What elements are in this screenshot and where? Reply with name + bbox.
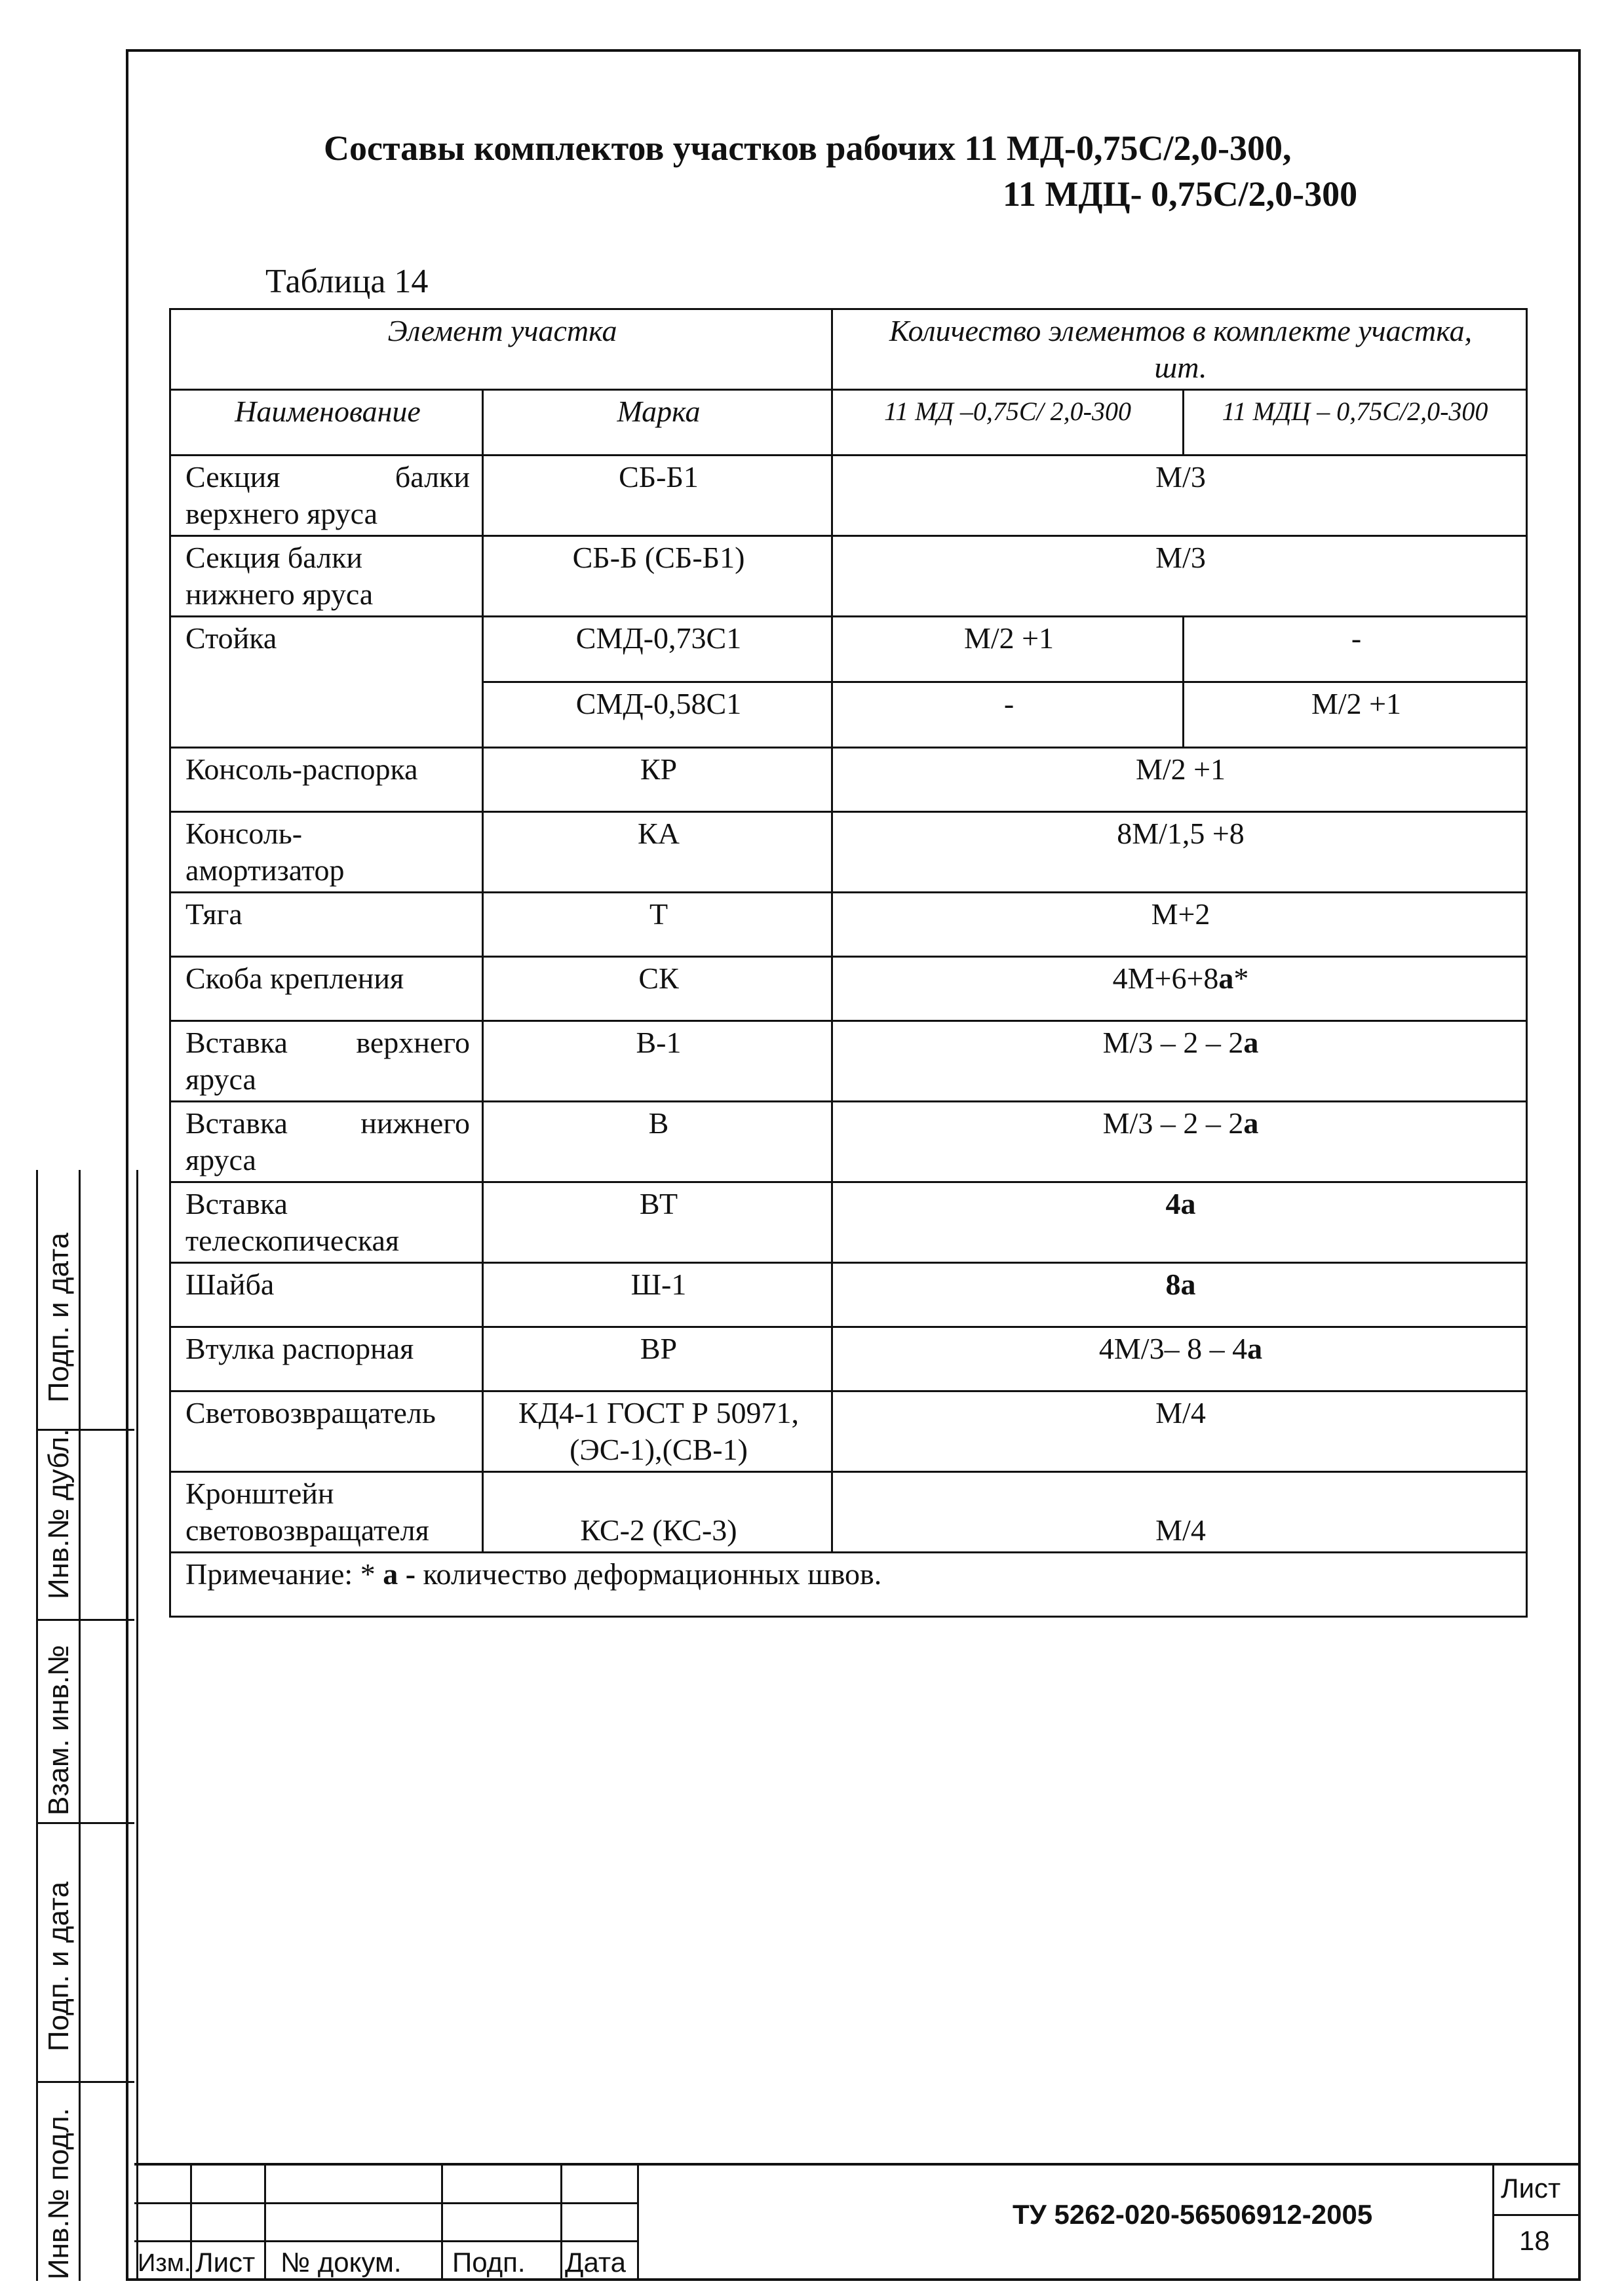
title-block-col-line (1492, 2163, 1494, 2281)
qty-bold-text: а (1243, 1106, 1259, 1140)
table-row (170, 1391, 1527, 1472)
table-note-row (170, 1553, 1527, 1617)
row-name-part: Секция (185, 460, 280, 494)
row-name (170, 1102, 483, 1182)
row-mark: КС-2 (КС-3) (483, 1472, 832, 1553)
row-qty-md: - (832, 682, 1184, 748)
row-name-part: Консоль- (185, 817, 303, 850)
row-mark: СМД-0,58С1 (483, 682, 832, 748)
header-quantity-line-2: шт. (1154, 351, 1207, 384)
side-stamp-divider (36, 2081, 134, 2083)
side-label-podp-data-2: Подп. и дата (43, 1881, 75, 2051)
row-name: Консоль-распорка (170, 748, 483, 812)
row-name-part: амортизатор (185, 853, 345, 887)
header-quantity (832, 309, 1527, 390)
table-row (170, 1182, 1527, 1263)
sheet-number: 18 (1519, 2225, 1550, 2256)
side-label-vzam-inv: Взам. инв.№ (43, 1644, 75, 1816)
row-name (170, 1472, 483, 1553)
row-qty (832, 1102, 1527, 1182)
qty-text: 4М/3– 8 – 4 (1098, 1332, 1248, 1365)
qty-text: 4М+6+8 (1112, 962, 1219, 995)
side-stamp-divider (36, 1822, 134, 1824)
row-name-part: световозвращателя (185, 1513, 429, 1547)
row-qty: М/3 (832, 536, 1527, 617)
note-text: Примечание: * (185, 1557, 383, 1591)
table-row (170, 1327, 1527, 1391)
row-name: Скоба крепления (170, 957, 483, 1021)
table-row (170, 1102, 1527, 1182)
row-name (170, 456, 483, 536)
row-qty-mdc: - (1184, 617, 1527, 682)
row-name (170, 1182, 483, 1263)
qty-bold-text: 8а (1165, 1268, 1196, 1301)
row-name-part: балки (395, 460, 470, 494)
row-name-part: Секция балки (185, 541, 363, 574)
table-row (170, 1263, 1527, 1327)
row-mark: В-1 (483, 1021, 832, 1102)
document-designation: ТУ 5262-020-56506912-2005 (1013, 2199, 1373, 2230)
table-caption: Таблица 14 (265, 263, 429, 300)
row-name-part: верхнего (356, 1026, 470, 1059)
title-block-col-line (441, 2163, 443, 2281)
title-block-col-line (264, 2163, 266, 2281)
row-mark: Т (483, 893, 832, 957)
title-block-col-line (560, 2163, 562, 2281)
row-mark: СК (483, 957, 832, 1021)
row-name-part: нижнего яруса (185, 577, 374, 611)
row-name-part: Вставка (185, 1106, 288, 1140)
row-name: Световозвращатель (170, 1391, 483, 1472)
table-subheader-row (170, 390, 1527, 456)
row-name (170, 536, 483, 617)
row-mark: КР (483, 748, 832, 812)
table-header-row (170, 309, 1527, 390)
row-qty: 8М/1,5 +8 (832, 812, 1527, 893)
row-name-part: верхнего яруса (185, 497, 378, 530)
table-row (170, 748, 1527, 812)
row-name-part: нижнего (360, 1106, 470, 1140)
title-block-izm: Изм. (138, 2249, 191, 2277)
side-label-podp-data: Подп. и дата (43, 1232, 75, 1403)
row-mark: СМД-0,73С1 (483, 617, 832, 682)
qty-text: М/3 – 2 – 2 (1102, 1026, 1244, 1059)
row-qty: М/4 (832, 1391, 1527, 1472)
title-block-data: Дата (565, 2247, 627, 2278)
title-block-list: Лист (195, 2247, 256, 2278)
row-mark: СБ-Б (СБ-Б1) (483, 536, 832, 617)
qty-bold-text: а (1218, 962, 1234, 995)
header-name: Наименование (170, 390, 483, 456)
side-label-inv-podl: Инв.№ подл. (43, 2108, 75, 2280)
composition-table (169, 308, 1528, 1618)
header-md: 11 МД –0,75С/ 2,0-300 (832, 390, 1184, 456)
side-stamp-divider (36, 1619, 134, 1621)
row-name: Шайба (170, 1263, 483, 1327)
row-name-part: Вставка (185, 1187, 288, 1220)
row-mark: В (483, 1102, 832, 1182)
row-name (170, 812, 483, 893)
title-block-row-line (1492, 2214, 1581, 2216)
row-qty: М/4 (832, 1472, 1527, 1553)
table-row (170, 957, 1527, 1021)
table-note (170, 1553, 1527, 1617)
header-mark: Марка (483, 390, 832, 456)
row-qty: М/3 (832, 456, 1527, 536)
qty-bold-text: а (1243, 1026, 1259, 1059)
side-stamp-column-inner (79, 1170, 138, 2281)
row-qty: М/2 +1 (832, 748, 1527, 812)
title-block-top-border (134, 2163, 1581, 2166)
title-block-col-line (637, 2163, 639, 2281)
table-row (170, 893, 1527, 957)
table-row (170, 812, 1527, 893)
row-qty (832, 1182, 1527, 1263)
row-name-part: Кронштейн (185, 1477, 334, 1510)
row-name-part: яруса (185, 1143, 256, 1176)
row-mark: ВР (483, 1327, 832, 1391)
row-name (170, 1021, 483, 1102)
header-mdc: 11 МДЦ – 0,75С/2,0-300 (1184, 390, 1527, 456)
row-mark: СБ-Б1 (483, 456, 832, 536)
table-row (170, 456, 1527, 536)
qty-bold-text: 4а (1165, 1187, 1196, 1220)
row-qty (832, 1263, 1527, 1327)
page-title-line-2: 11 МДЦ- 0,75С/2,0-300 (1003, 174, 1358, 214)
row-name-part: яруса (185, 1062, 256, 1096)
row-mark: Ш-1 (483, 1263, 832, 1327)
header-quantity-line-1: Количество элементов в комплекте участка, (889, 314, 1473, 347)
row-mark (483, 1391, 832, 1472)
row-name-part: телескопическая (185, 1224, 400, 1257)
side-label-inv-dubl: Инв.№ дубл. (43, 1428, 75, 1599)
row-qty (832, 957, 1527, 1021)
qty-text: * (1233, 962, 1249, 995)
qty-bold-text: а (1247, 1332, 1263, 1365)
note-text: количество деформационных швов. (416, 1557, 882, 1591)
table-row (170, 1021, 1527, 1102)
sheet-label: Лист (1501, 2173, 1561, 2204)
qty-text: М/3 – 2 – 2 (1102, 1106, 1244, 1140)
row-mark: ВТ (483, 1182, 832, 1263)
row-mark-part: (ЭС-1),(СВ-1) (570, 1433, 748, 1466)
table-row (170, 617, 1527, 682)
row-name-part: Вставка (185, 1026, 288, 1059)
row-name: Втулка распорная (170, 1327, 483, 1391)
table-row (170, 1472, 1527, 1553)
row-qty (832, 1327, 1527, 1391)
row-name: Тяга (170, 893, 483, 957)
page-title-line-1: Составы комплектов участков рабочих 11 МД-0,75С/2,0-300, (324, 128, 1292, 168)
table-row (170, 536, 1527, 617)
row-mark: КА (483, 812, 832, 893)
header-element: Элемент участка (170, 309, 832, 390)
note-bold-text: а - (383, 1557, 416, 1591)
title-block-n-dokum: № докум. (280, 2247, 402, 2278)
row-qty-mdc: М/2 +1 (1184, 682, 1527, 748)
row-name: Стойка (170, 617, 483, 748)
row-mark-part: КД4-1 ГОСТ Р 50971, (518, 1396, 799, 1429)
title-block-podp: Подп. (452, 2247, 526, 2278)
row-qty (832, 1021, 1527, 1102)
row-qty-md: М/2 +1 (832, 617, 1184, 682)
row-qty: М+2 (832, 893, 1527, 957)
